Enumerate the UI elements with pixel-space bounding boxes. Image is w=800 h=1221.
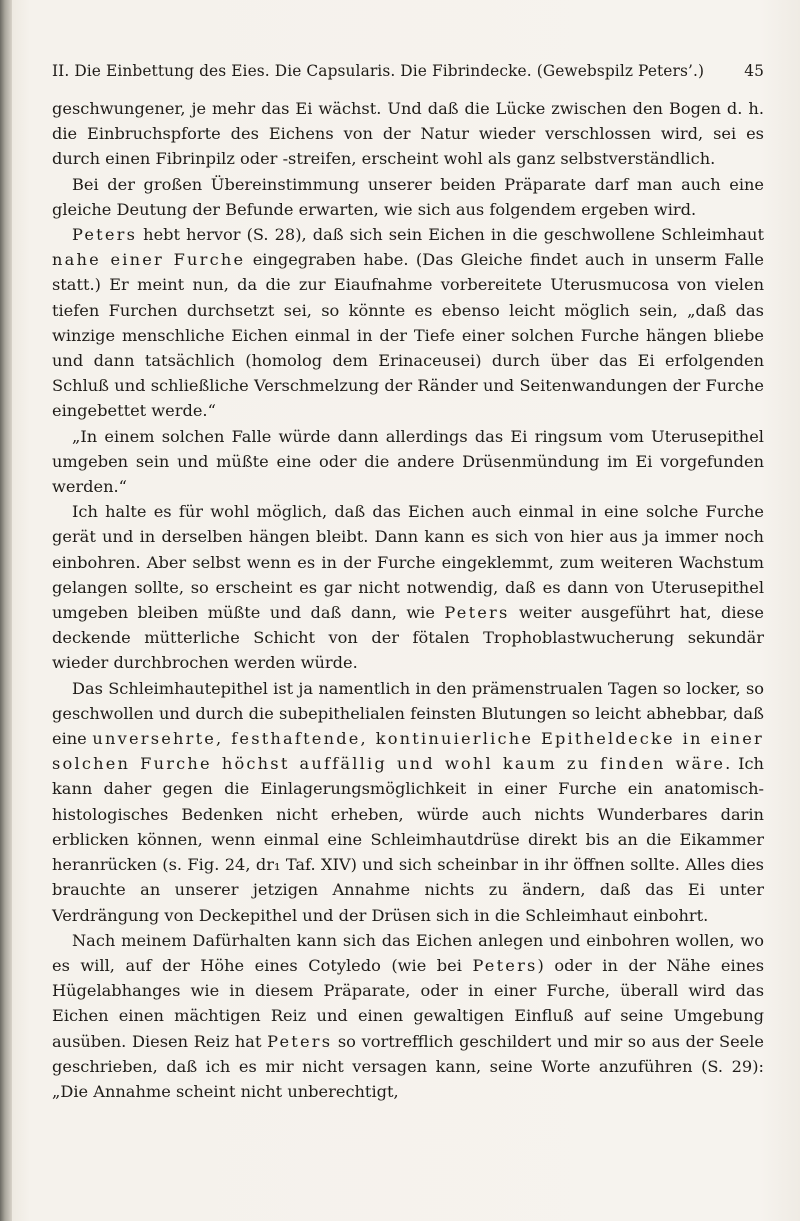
running-head-title: II. Die Einbettung des Eies. Die Capsularis. Die Fibrindecke. (Gewebspilz Peters’.) xyxy=(52,62,705,80)
emphasis-spaced: Peters xyxy=(72,225,138,245)
paragraph: Das Schleimhautepithel ist ja namentlich in den prämenstrualen Tagen so locker, so geschwollen und durch die subepithelialen feinsten Blutungen so leicht abhebbar, daß eine unversehrte, festhaftende, kontinuierliche Epitheldecke in einer solchen Furche höchst auffällig und wohl kaum zu finden wäre. Ich kann daher gegen die Einlagerungsmöglichkeit in einer Furche ein anatomisch-histologisches Bedenken nicht erheben, würde auch nichts Wunderbares darin erblicken können, wenn einmal eine Schleimhautdrüse direkt bis an die Eikammer heranrücken (s. Fig. 24, dr₁ Taf. XIV) und sich scheinbar in ihr öffnen sollte. Alles dies brauchte an unserer jetzigen Annahme nichts zu ändern, daß das Ei unter Verdrängung von Deckepithel und der Drüsen sich in die Schleimhaut einbohrt. xyxy=(52,678,764,925)
paragraph: Peters hebt hervor (S. 28), daß sich sein Eichen in die geschwollene Schleimhaut nahe einer Furche eingegraben habe. (Das Gleiche findet auch in unserm Falle statt.) Er meint nun, da die zur Eiaufnahme vorbereitete Uterusmucosa von vielen tiefen Furchen durchsetzt sei, so könnte es ebenso leicht möglich sein, „daß das winzige menschliche Eichen einmal in der Tiefe einer solchen Furche hängen bliebe und dann tatsächlich (homolog dem Erinaceusei) durch über das Ei erfolgenden Schluß und schließliche Verschmelzung der Ränder und Seitenwandungen der Furche eingebettet werde.“ xyxy=(52,225,764,421)
binding-edge xyxy=(0,0,12,1221)
emphasis-spaced: Peters xyxy=(472,955,538,975)
running-head xyxy=(52,62,764,84)
paragraph: Bei der großen Übereinstimmung unserer beiden Präparate darf man auch eine gleiche Deutung der Befunde erwarten, wie sich aus folgendem ergeben wird. xyxy=(52,174,764,219)
page-number: 45 xyxy=(744,62,764,80)
emphasis-spaced: Peters xyxy=(444,603,510,623)
emphasis-spaced: nahe einer Furche xyxy=(52,250,246,270)
emphasis-spaced: unversehrte, festhaftende, kontinuierliche Epitheldecke in einer solchen Furche höchst auffällig und wohl kaum zu finden wäre xyxy=(52,729,764,774)
paragraph: geschwungener, je mehr das Ei wächst. Und daß die Lücke zwischen den Bogen d. h. die Einbruchspforte des Eichens von der Natur wieder verschlossen wird, sei es durch einen Fibrinpilz oder -streifen, erscheint wohl als ganz selbstverständlich. xyxy=(52,99,764,169)
paragraph: Nach meinem Dafürhalten kann sich das Eichen anlegen und einbohren wollen, wo es will, auf der Höhe eines Cotyledo (wie bei Peters) oder in der Nähe eines Hügelabhanges wie in diesem Präparate, oder in einer Furche, überall wird das Eichen einen mächtigen Reiz und einen gewaltigen Einfluß auf seine Umgebung ausüben. Diesen Reiz hat Peters so vortrefflich geschildert und mir so aus der Seele geschrieben, daß ich es mir nicht versagen kann, seine Worte anzuführen (S. 29): „Die Annahme scheint nicht unberechtigt, xyxy=(52,930,765,1101)
paragraph: „In einem solchen Falle würde dann allerdings das Ei ringsum vom Uterusepithel umgeben sein und müßte eine oder die andere Drüsenmündung im Ei vorgefunden werden.“ xyxy=(52,426,764,497)
body-text xyxy=(52,96,764,1104)
emphasis-spaced: Peters xyxy=(267,1031,333,1051)
paragraph: Ich halte es für wohl möglich, daß das Eichen auch einmal in eine solche Furche gerät und in derselben hängen bleibt. Dann kann es sich von hier aus ja immer noch einbohren. Aber selbst wenn es in der Furche eingeklemmt, zum weiteren Wachstum gelangen sollte, so erscheint es gar nicht notwendig, daß es dann von Uterusepithel umgeben bleiben müßte und daß dann, wie Peters weiter ausgeführt hat, diese deckende mütterliche Schicht von der fötalen Trophoblastwucherung sekundär wieder durchbrochen werden würde. xyxy=(52,502,764,673)
